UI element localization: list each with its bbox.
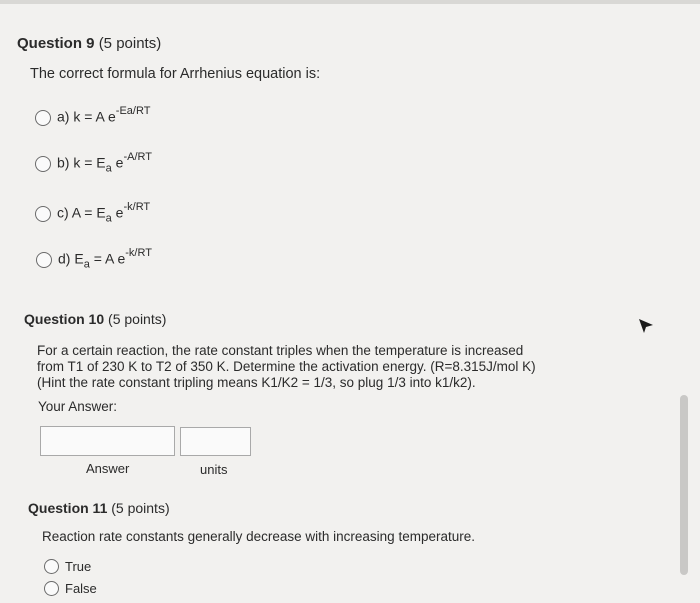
question-number: Question 11 [28, 500, 108, 516]
q9-option-d[interactable] [36, 249, 152, 270]
your-answer-label: Your Answer: [38, 399, 118, 414]
option-label: d) $E_a = A$ $e^{-k/RT}$ [58, 247, 152, 271]
prompt-line: from T1 of 230 K to T2 of 350 K. Determine the activation energy. (R=8.315J/mol K) [37, 359, 536, 374]
radio-button[interactable] [44, 581, 59, 596]
scrollbar[interactable] [680, 395, 688, 575]
q9-option-c[interactable] [35, 203, 150, 224]
question-11-prompt: Reaction rate constants generally decrease with increasing temperature. [42, 529, 475, 544]
q11-option-false[interactable] [44, 581, 97, 596]
option-label: True [65, 559, 92, 574]
question-points: (5 points) [111, 500, 170, 516]
question-number: Question 9 [17, 35, 95, 52]
radio-button[interactable] [35, 156, 51, 172]
option-label: c) $A = E_a$ $e^{-k/RT}$ [57, 201, 151, 225]
question-number: Question 10 [24, 311, 105, 327]
radio-button[interactable] [35, 206, 51, 222]
prompt-line: (Hint the rate constant tripling means K1/K2 = 1/3, so plug 1/3 into k1/k2). [37, 375, 476, 390]
radio-button[interactable] [44, 559, 59, 574]
radio-button[interactable] [35, 110, 51, 126]
answer-caption: Answer [86, 461, 130, 476]
option-label: a) k = A $e^{-Ea/RT}$ [57, 105, 151, 125]
question-10-prompt [37, 343, 536, 391]
units-caption: units [200, 462, 228, 477]
question-9-prompt: The correct formula for Arrhenius equation is: [30, 66, 321, 82]
q9-option-a[interactable] [35, 107, 150, 128]
q9-option-b[interactable] [35, 153, 152, 174]
question-points: (5 points) [108, 311, 167, 327]
units-input[interactable] [180, 427, 251, 456]
prompt-line: For a certain reaction, the rate constant triples when the temperature is increased [37, 343, 524, 358]
question-9-title [17, 35, 161, 52]
question-11-title [28, 500, 170, 516]
option-label: b) $k = E_a$ $e^{-A/RT}$ [57, 151, 152, 175]
radio-button[interactable] [36, 252, 52, 268]
top-divider [0, 0, 700, 4]
question-points: (5 points) [98, 35, 162, 52]
answer-input[interactable] [40, 426, 175, 456]
q11-option-true[interactable] [44, 559, 91, 574]
question-10-title [24, 311, 166, 327]
option-label: False [65, 581, 97, 596]
mouse-cursor-icon [637, 317, 655, 335]
